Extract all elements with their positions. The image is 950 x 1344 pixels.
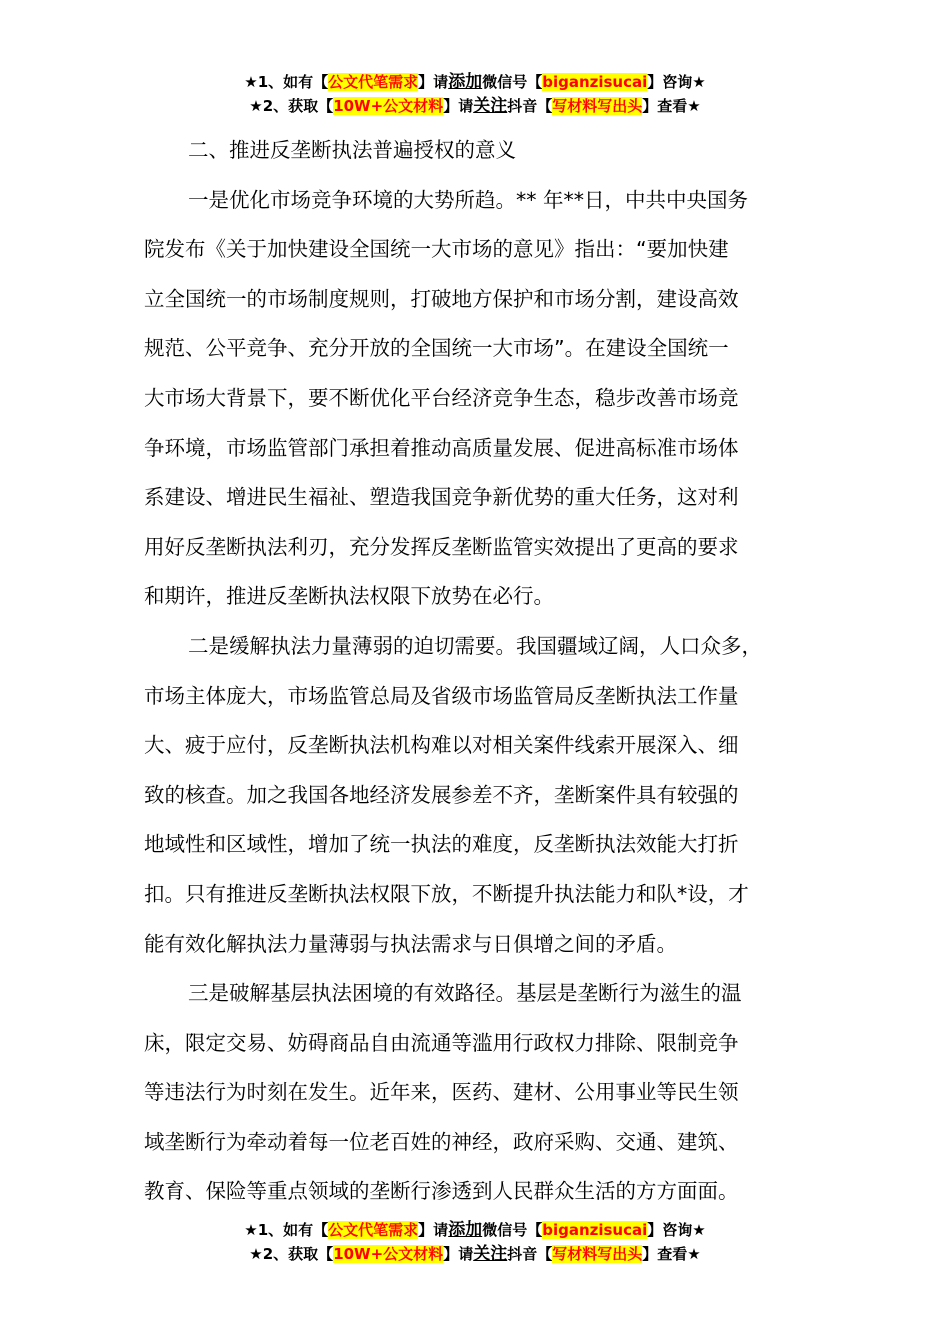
banner-line-1-mid2: 微信号【 (482, 1221, 543, 1239)
banner-line-1-mid: 】请 (418, 73, 449, 91)
banner-highlight-writing-service: 公文代笔需求 (328, 1221, 419, 1239)
paragraph-line: 教育、保险等重点领域的垄断行渗透到人民群众生活的方方面面。 (144, 1179, 739, 1204)
paragraph-line: 域垄断行为牵动着每一位老百姓的神经，政府采购、交通、建筑、 (144, 1129, 739, 1154)
banner-line-1-prefix: ★1、如有【 (244, 73, 329, 91)
paragraph-line: 地域性和区域性，增加了统一执法的难度，反垄断执法效能大打折 (144, 832, 739, 857)
section-heading: 二、推进反垄断执法普遍授权的意义 (188, 138, 516, 162)
banner-highlight-douyin-account: 写材料写出头 (552, 97, 643, 115)
paragraph-line: 能有效化解执法力量薄弱与执法需求与日俱增之间的矛盾。 (144, 931, 677, 956)
paragraph-line: 用好反垄断执法利刃，充分发挥反垄断监管实效提出了更高的要求 (144, 534, 739, 559)
banner-line-2-suffix: 】查看★ (642, 1245, 701, 1263)
banner-emphasis-follow: 关注 (473, 1244, 508, 1264)
banner-line-2-mid2: 抖音【 (507, 97, 553, 115)
document-body (144, 126, 834, 1217)
paragraph-line: 一是优化市场竞争环境的大势所趋。** 年**日，中共中央国务 (188, 187, 749, 212)
paragraph-line: 系建设、增进民生福祉、塑造我国竞争新优势的重大任务，这对利 (144, 485, 739, 510)
paragraph-line: 扣。只有推进反垄断执法权限下放，不断提升执法能力和队*设，才 (144, 881, 749, 906)
banner-line-2-mid: 】请 (443, 1245, 474, 1263)
banner-line-1-prefix: ★1、如有【 (244, 1221, 329, 1239)
paragraph-line: 等违法行为时刻在发生。近年来，医药、建材、公用事业等民生领 (144, 1080, 739, 1105)
paragraph-line: 致的核查。加之我国各地经济发展参差不齐，垄断案件具有较强的 (144, 782, 739, 807)
banner-highlight-wechat-id: biganzisucai (542, 1221, 648, 1239)
banner-line-2 (0, 1242, 950, 1266)
banner-line-1 (0, 1218, 950, 1242)
banner-emphasis-follow: 关注 (473, 96, 508, 116)
paragraph-line: 床，限定交易、妨碍商品自由流通等滥用行政权力排除、限制竞争 (144, 1030, 739, 1055)
banner-line-1-suffix: 】咨询★ (647, 1221, 706, 1239)
paragraph-line: 规范、公平竞争、充分开放的全国统一大市场”。在建设全国统一 (144, 336, 729, 361)
banner-line-2-prefix: ★2、获取【 (249, 97, 334, 115)
banner-emphasis-add: 添加 (448, 72, 483, 92)
banner-line-2-mid2: 抖音【 (507, 1245, 553, 1263)
paragraph-line: 争环境，市场监管部门承担着推动高质量发展、促进高标准市场体 (144, 435, 739, 460)
banner-line-2-prefix: ★2、获取【 (249, 1245, 334, 1263)
banner-line-2-suffix: 】查看★ (642, 97, 701, 115)
paragraph-line: 和期许，推进反垄断执法权限下放势在必行。 (144, 584, 554, 609)
header-banner (0, 70, 950, 118)
paragraph-line: 二是缓解执法力量薄弱的迫切需要。我国疆域辽阔，人口众多， (188, 633, 762, 658)
banner-highlight-writing-service: 公文代笔需求 (328, 73, 419, 91)
banner-highlight-materials: 10W+公文材料 (333, 1245, 444, 1263)
banner-highlight-materials: 10W+公文材料 (333, 97, 444, 115)
banner-line-1 (0, 70, 950, 94)
paragraph-line: 立全国统一的市场制度规则，打破地方保护和市场分割，建设高效 (144, 286, 739, 311)
banner-line-2 (0, 94, 950, 118)
banner-highlight-douyin-account: 写材料写出头 (552, 1245, 643, 1263)
footer-banner (0, 1218, 950, 1266)
paragraph-line: 三是破解基层执法困境的有效路径。基层是垄断行为滋生的温 (188, 981, 742, 1006)
paragraph-line: 院发布《关于加快建设全国统一大市场的意见》指出：“要加快建 (144, 237, 729, 262)
banner-line-2-mid: 】请 (443, 97, 474, 115)
banner-line-1-suffix: 】咨询★ (647, 73, 706, 91)
paragraph-line: 大、疲于应付，反垄断执法机构难以对相关案件线索开展深入、细 (144, 733, 739, 758)
paragraph-line: 大市场大背景下，要不断优化平台经济竞争生态，稳步改善市场竞 (144, 385, 739, 410)
banner-line-1-mid: 】请 (418, 1221, 449, 1239)
paragraph-line: 市场主体庞大，市场监管总局及省级市场监管局反垄断执法工作量 (144, 683, 739, 708)
banner-highlight-wechat-id: biganzisucai (542, 73, 648, 91)
banner-line-1-mid2: 微信号【 (482, 73, 543, 91)
banner-emphasis-add: 添加 (448, 1220, 483, 1240)
